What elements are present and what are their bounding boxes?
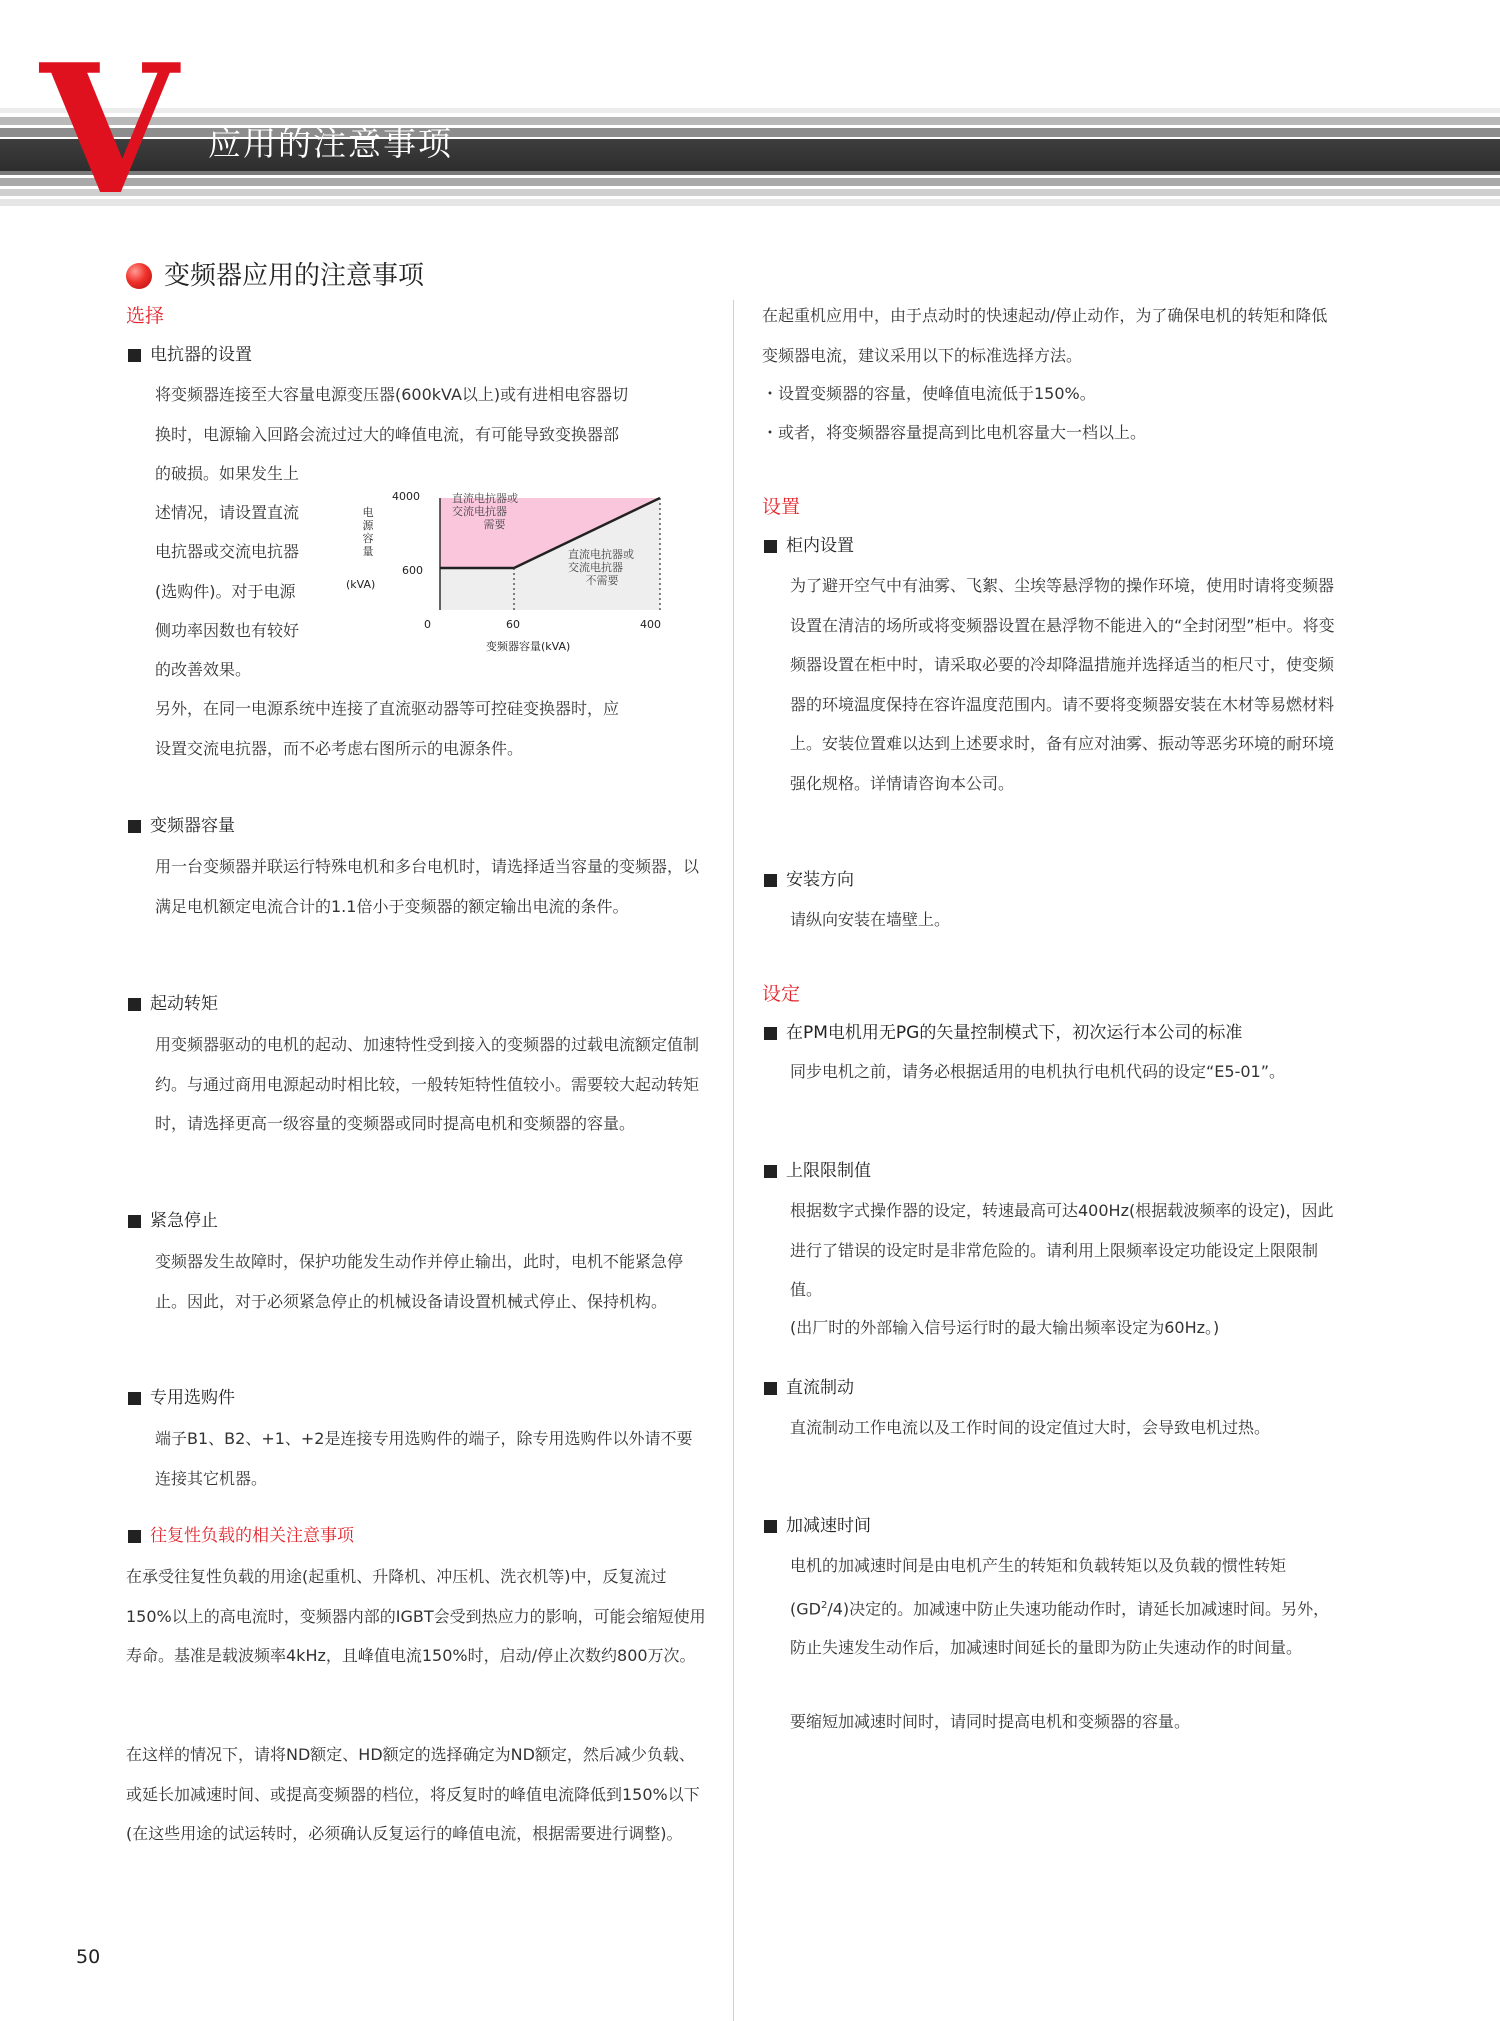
red-ball-icon [126, 263, 152, 289]
options-heading: 专用选购件 [128, 1384, 235, 1412]
direction-heading: 安装方向 [764, 866, 854, 894]
dc-brake-text: 直流制动工作电流以及工作时间的设定值过大时，会导致电机过热。 [790, 1418, 1271, 1437]
square-bullet-icon [764, 874, 777, 887]
square-bullet-icon [128, 349, 141, 362]
chapter-letter: V [40, 25, 175, 234]
cabinet-heading: 柜内设置 [764, 532, 854, 560]
column-divider [733, 300, 734, 2021]
reactor-heading: 电抗器的设置 [128, 341, 252, 369]
direction-text: 请纵向安装在墙壁上。 [790, 910, 951, 929]
reactor-line: 换时，电源输入回路会流过过大的峰值电流，有可能导致变换器部 [155, 425, 620, 444]
square-bullet-icon [764, 1382, 777, 1395]
section-title [126, 258, 424, 294]
accel-text-2: 要缩短加减速时间时，请同时提高电机和变频器的容量。 [790, 1712, 1191, 1731]
emergency-text: 变频器发生故障时，保护功能发生动作并停止输出，此时，电机不能紧急停止。因此，对于必须紧急停止的机械设备请设置机械式停止、保持机构。 [155, 1252, 684, 1311]
section-title-text: 变频器应用的注意事项 [164, 261, 425, 291]
reciprocating-heading: 往复性负载的相关注意事项 [128, 1522, 354, 1550]
x-axis-label: 变频器容量(kVA) [486, 640, 571, 653]
dc-brake-heading: 直流制动 [764, 1374, 854, 1402]
setting-heading: 设定 [762, 983, 801, 1005]
x-tick-label: 60 [506, 618, 520, 631]
superscript: 2 [820, 1599, 828, 1611]
reactor-line: 设置交流电抗器，而不必考虑右图所示的电源条件。 [155, 739, 524, 758]
reactor-line: (选购件)。对于电源 [155, 582, 296, 601]
square-bullet-icon [128, 820, 141, 833]
crane-item: ・或者，将变频器容量提高到比电机容量大一档以上。 [762, 423, 1147, 442]
install-heading: 设置 [762, 496, 801, 518]
x-tick-label: 0 [424, 618, 431, 631]
upper-limit-text: 根据数字式操作器的设定，转速最高可达400Hz(根据载波频率的设定)，因此进行了错误的设定时是非常危险的。请利用上限频率设定功能设定上限限制值。 [790, 1201, 1334, 1299]
y-axis-label: 电源容量 [362, 506, 374, 558]
select-heading: 选择 [126, 305, 165, 327]
crane-item: ・设置变频器的容量，使峰值电流低于150%。 [762, 384, 1096, 403]
reactor-line: 的改善效果。 [155, 660, 252, 679]
reactor-line: 述情况，请设置直流 [155, 503, 300, 522]
square-bullet-icon [128, 998, 141, 1011]
x-tick-label: 400 [640, 618, 661, 631]
y-axis-unit: (kVA) [346, 578, 376, 591]
square-bullet-icon [764, 1027, 777, 1040]
square-bullet-icon [128, 1215, 141, 1228]
torque-text: 用变频器驱动的电机的起动、加速特性受到接入的变频器的过载电流额定值制约。与通过商用电源起动时相比较，一般转矩特性值较小。需要较大起动转矩时，请选择更高一级容量的变频器或同时提高电机和变频器的容量。 [155, 1035, 700, 1133]
square-bullet-icon [764, 1520, 777, 1533]
torque-heading: 起动转矩 [128, 990, 218, 1018]
accel-heading: 加减速时间 [764, 1512, 871, 1540]
options-text: 端子B1、B2、+1、+2是连接专用选购件的端子，除专用选购件以外请不要连接其它机器。 [155, 1429, 693, 1488]
pm-text: 同步电机之前，请务必根据适用的电机执行电机代码的设定“E5-01”。 [790, 1062, 1286, 1081]
y-tick-label: 4000 [392, 490, 420, 503]
page-number: 50 [76, 1946, 101, 1968]
upper-limit-heading: 上限限制值 [764, 1157, 871, 1185]
power-capacity-chart [340, 480, 680, 660]
reactor-line: 的破损。如果发生上 [155, 464, 300, 483]
pm-heading: 在PM电机用无PG的矢量控制模式下，初次运行本公司的标准 [764, 1019, 1242, 1047]
required-label: 直流电抗器或 交流电抗器 需要 [452, 492, 518, 531]
square-bullet-icon [128, 1530, 141, 1543]
square-bullet-icon [764, 540, 777, 553]
not-required-label: 直流电抗器或 交流电抗器 不需要 [568, 548, 634, 587]
emergency-heading: 紧急停止 [128, 1207, 218, 1235]
reactor-line: 将变频器连接至大容量电源变压器(600kVA以上)或有进相电容器切 [155, 385, 629, 404]
accel-text: 电机的加减速时间是由电机产生的转矩和负载转矩以及负载的惯性转矩$(GD^2/4)$决定的。加减速中防止失速功能动作时，请延长加减速时间。另外，防止失速发生动作后，加减速时间延长的量即为防止失速动作的时间量。 [790, 1556, 1330, 1658]
square-bullet-icon [764, 1165, 777, 1178]
capacity-heading: 变频器容量 [128, 812, 235, 840]
reactor-line: 另外，在同一电源系统中连接了直流驱动器等可控硅变换器时，应 [155, 699, 620, 718]
cabinet-text: 为了避开空气中有油雾、飞絮、尘埃等悬浮物的操作环境，使用时请将变频器设置在清洁的场所或将变频器设置在悬浮物不能进入的“全封闭型”柜中。将变频器设置在柜中时，请采取必要的冷却降温措施并选择适当的柜尺寸，使变频器的环境温度保持在容许温度范围内。请不要将变频器安装在木材等易燃材料上。安装位置难以达到上述要求时，备有应对油雾、振动等恶劣环境的耐环境强化规格。详情请咨询本公司。 [790, 576, 1335, 793]
reciprocating-text: 在承受往复性负载的用途(起重机、升降机、冲压机、洗衣机等)中，反复流过150%以上的高电流时，变频器内部的IGBT会受到热应力的影响，可能会缩短使用寿命。基准是载波频率4kHz，且峰值电流150%时，启动/停止次数约800万次。 [126, 1567, 706, 1665]
upper-limit-note: (出厂时的外部输入信号运行时的最大输出频率设定为60Hz。) [790, 1318, 1220, 1337]
crane-text: 在起重机应用中，由于点动时的快速起动/停止动作，为了确保电机的转矩和降低变频器电流，建议采用以下的标准选择方法。 [762, 306, 1328, 365]
capacity-text: 用一台变频器并联运行特殊电机和多台电机时，请选择适当容量的变频器，以满足电机额定电流合计的1.1倍小于变频器的额定输出电流的条件。 [155, 857, 700, 916]
reactor-line: 电抗器或交流电抗器 [155, 542, 300, 561]
square-bullet-icon [128, 1392, 141, 1405]
chapter-title: 应用的注意事项 [208, 124, 453, 163]
reciprocating-text-2: 在这样的情况下，请将ND额定、HD额定的选择确定为ND额定，然后减少负载、或延长加减速时间、或提高变频器的档位，将反复时的峰值电流降低到150%以下(在这些用途的试运转时，必须确认反复运行的峰值电流，根据需要进行调整)。 [126, 1745, 700, 1843]
y-tick-label: 600 [402, 564, 423, 577]
reactor-line: 侧功率因数也有较好 [155, 621, 300, 640]
